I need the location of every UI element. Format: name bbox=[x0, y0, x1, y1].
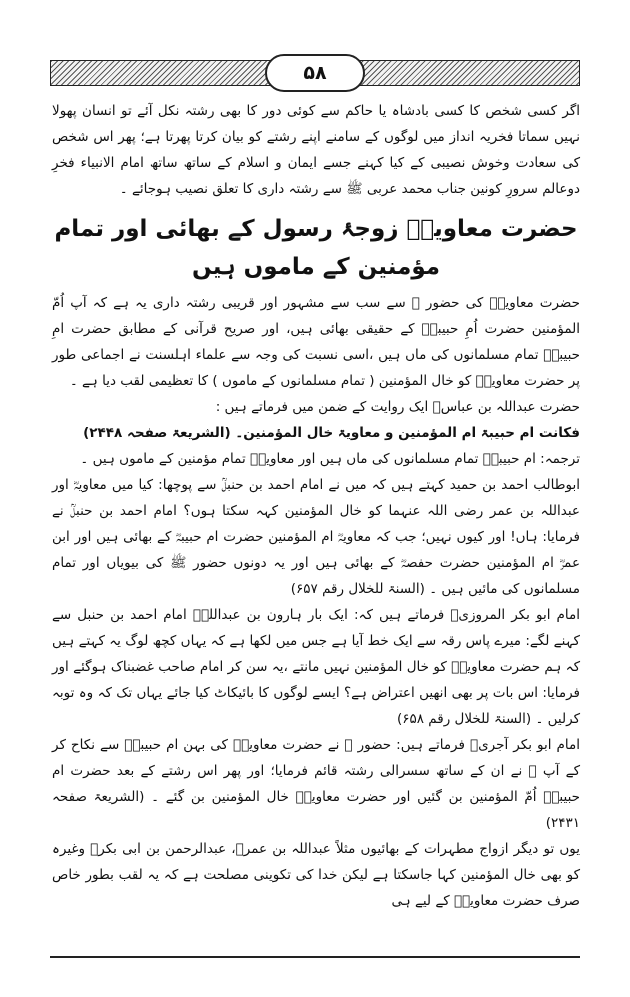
paragraph-lineage: حضرت معاویہؓ کی حضور ﷺ سے سب سے مشہور اور قریبی رشتہ داری یہ ہے کہ آپ اُمّ المؤمنین حضرت اُمِ حبیبہؓ کے حقیقی بھائی ہیں، اور صریح قرآنی کے مطابق حضرت امِ حبیبہؓ تمام مسلمانوں کی ماں ہیں ،اسی نسبت کی وجہ سے علماء اہلسنت نے اجماعی طور پر حضرت معاویہؓ کو خال المؤمنین ( تمام مسلمانوں کے ماموں ) کا تعظیمی لقب دیا ہے ۔ bbox=[52, 295, 580, 389]
page-content bbox=[52, 98, 580, 914]
footer-rule bbox=[50, 956, 580, 958]
paragraph-ahmad-bin-hanbal: ابوطالب احمد بن حمید کہتے ہیں کہ میں نے امام احمد بن حنبلؒ سے پوچھا: کیا میں معاویہؓ اور عبداللہ بن عمر رضی اللہ عنہما کو خال المؤمنین کہہ سکتا ہوں؟ امام احمد بن حنبلؒ نے فرمایا: ہاں! اور کیوں نہیں؛ جب کہ معاویہؓ ام المؤمنین حضرت ام حبیبہؓ کے بھائی ہیں اور ابن عمرؓ ام المؤمنین حضرت حفصہؓ کے بھائی ہیں اور یہ دونوں حضور ﷺ کی بیویاں اور تمام مسلمانوں کی مائیں ہیں ۔ (السنۃ للخلال رقم ۶۵۷) bbox=[52, 477, 580, 597]
section-heading: حضرت معاویہؓ زوجۂ رسول کے بھائی اور تمام مؤمنین کے ماموں ہیں bbox=[54, 216, 578, 280]
arabic-quotation: فکانت ام حبیبۃ ام المؤمنین و معاویۃ خال المؤمنین۔ (الشریعۃ صفحہ ۲۴۴۸) bbox=[83, 425, 580, 441]
paragraph-marwazi: امام ابو بکر المروزیؒ فرماتے ہیں کہ: ایک بار ہارون بن عبداللہؒ امام احمد بن حنبل سے کہنے لگے: میرے پاس رقہ سے ایک خط آیا ہے جس میں لکھا ہے کہ یہاں کچھ لوگ یہ کہتے ہیں کہ ہم حضرت معاویہؓ کو خال المؤمنین نہیں مانتے ،یہ سن کر امام صاحب غضبناک ہوگئے اور فرمایا: اس بات پر بھی انھیں اعتراض ہے؟ ایسے لوگوں کا بائیکاٹ کیا جائے یہاں تک کہ وہ توبہ کرلیں ۔ (السنۃ للخلال رقم ۶۵۸) bbox=[52, 607, 580, 727]
page-header bbox=[50, 54, 580, 94]
paragraph-ajurri: امام ابو بکر آجریؒ فرماتے ہیں: حضور ﷺ نے حضرت معاویہؓ کی بہن ام حبیبہؓ سے نکاح کر کے آپ ﷺ نے ان کے ساتھ سسرالی رشتہ قائم فرمایا؛ اور پھر اس رشتے کے بعد حضرت ام حبیبہؓ اُمّ المؤمنین بن گئیں اور حضرت معاویہؓ خال المؤمنین بن گئے ۔ (الشریعۃ صفحہ ۲۴۳۱) bbox=[52, 737, 580, 831]
translation-line: ترجمہ: ام حبیبہؓ تمام مسلمانوں کی ماں ہیں اور معاویہؓ تمام مؤمنین کے ماموں ہیں ۔ bbox=[80, 451, 580, 467]
paragraph-ibn-abbas-intro: حضرت عبداللہ بن عباسؓ ایک روایت کے ضمن میں فرماتے ہیں : bbox=[215, 399, 580, 415]
intro-paragraph: اگر کسی شخص کا کسی بادشاہ یا حاکم سے کوئی دور کا بھی رشتہ نکل آئے تو انسان پھولا نہیں سماتا فخریہ انداز میں لوگوں کے سامنے اپنے رشتے کو بیان کرتا پھرتا ہے؛ پھر اس شخص کی سعادت وخوش نصیبی کے کیا کہنے جسے ایمان و اسلام کے ساتھ ساتھ امام الانبیاء فخرِ دوعالم سرورِ کونین جناب محمد عربی ﷺ سے رشتہ داری کا تعلق نصیب ہوجائے ۔ bbox=[52, 103, 580, 197]
paragraph-closing: یوں تو دیگر ازواج مطہرات کے بھائیوں مثلاً عبداللہ بن عمرؓ، عبدالرحمن بن ابی بکرؓ وغیرہ کو بھی خال المؤمنین کہا جاسکتا ہے لیکن خدا کی تکوینی مصلحت ہے کہ یہ لقب بطور خاص صرف حضرت معاویہؓ کے لیے ہی bbox=[52, 841, 580, 909]
page-number: ۵۸ bbox=[265, 54, 365, 92]
